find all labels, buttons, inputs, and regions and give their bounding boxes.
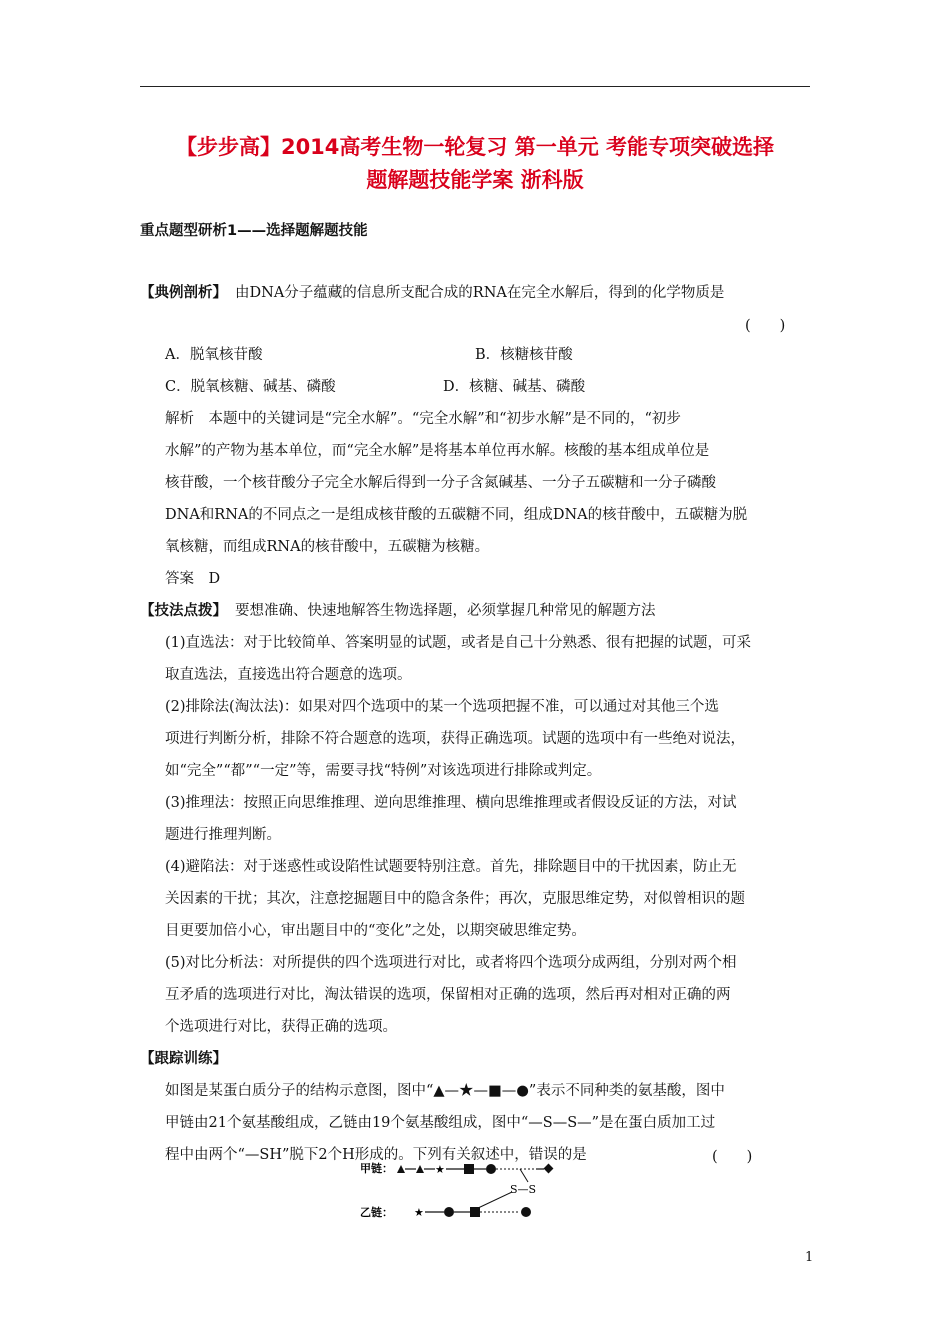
practice-line: 程中由两个“—SH”脱下2个H形成的。下列有关叙述中，错误的是	[165, 1147, 587, 1163]
option-c: C．脱氧核糖、碱基、磷酸	[165, 379, 336, 395]
example-question-line	[140, 283, 724, 303]
page-number: 1	[805, 1250, 814, 1265]
analysis-line: DNA和RNA的不同点之一是组成核苷酸的五碳糖不同，组成DNA的核苷酸中，五碳糖为脱	[165, 507, 748, 523]
circle-icon	[521, 1207, 531, 1217]
practice-line: 甲链由21个氨基酸组成，乙链由19个氨基酸组成，图中“—S—S—”是在蛋白质加工过	[165, 1115, 716, 1131]
chain-b-label: 乙链：	[360, 1206, 393, 1219]
tips-line: (1)直选法：对于比较简单、答案明显的试题，或者是自己十分熟悉、很有把握的试题，可采	[165, 635, 752, 651]
analysis-line: 核苷酸，一个核苷酸分子完全水解后得到一分子含氮碱基、一分子五碳糖和一分子磷酸	[165, 475, 716, 491]
option-d: D．核糖、碱基、磷酸	[443, 379, 586, 395]
square-icon	[464, 1164, 474, 1174]
section-heading: 重点题型研析1——选择题解题技能	[140, 223, 368, 239]
tips-line: 题进行推理判断。	[165, 827, 281, 843]
protein-structure-diagram	[360, 1158, 620, 1222]
triangle-icon	[416, 1165, 424, 1173]
star-icon: ★	[435, 1163, 445, 1176]
analysis-line: 解析 本题中的关键词是“完全水解”。“完全水解”和“初步水解”是不同的，“初步	[165, 411, 681, 427]
square-icon	[470, 1207, 480, 1217]
option-a: A．脱氧核苷酸	[165, 347, 263, 363]
tips-line: 关因素的干扰；其次，注意挖掘题目中的隐含条件；再次，克服思维定势，对似曾相识的题	[165, 891, 745, 907]
circle-icon	[486, 1164, 496, 1174]
tips-intro: 要想准确、快速地解答生物选择题，必须掌握几种常见的解题方法	[235, 603, 656, 619]
tips-tag: 【技法点拨】	[140, 603, 227, 619]
option-b: B．核糖核苷酸	[475, 347, 573, 363]
doc-title-line2: 题解题技能学案 浙科版	[366, 168, 584, 192]
tips-line: 取直选法，直接选出符合题意的选项。	[165, 667, 412, 683]
circle-icon	[444, 1207, 454, 1217]
tips-line: 个选项进行对比，获得正确的选项。	[165, 1019, 397, 1035]
chain-b	[414, 1206, 531, 1219]
example-answer: 答案 D	[165, 571, 221, 587]
tips-line: (5)对比分析法：对所提供的四个选项进行对比，或者将四个选项分成两组，分别对两个相	[165, 955, 737, 971]
example-tag: 【典例剖析】	[140, 285, 227, 301]
analysis-line: 氧核糖，而组成RNA的核苷酸中，五碳糖为核糖。	[165, 539, 490, 555]
diamond-icon	[544, 1164, 554, 1174]
example-answer-paren: ( )	[745, 318, 786, 334]
tips-line: 项进行判断分析，排除不符合题意的选项，获得正确选项。试题的选项中有一些绝对说法，	[165, 731, 745, 747]
tips-line: 目更要加倍小心，审出题目中的“变化”之处，以期突破思维定势。	[165, 923, 586, 939]
analysis-line: 水解”的产物为基本单位，而“完全水解”是将基本单位再水解。核酸的基本组成单位是	[165, 443, 710, 459]
example-question: 由DNA分子蕴藏的信息所支配合成的RNA在完全水解后，得到的化学物质是	[235, 285, 725, 301]
disulfide-bond-label: S—S	[510, 1183, 537, 1196]
chain-a	[397, 1163, 553, 1176]
chain-a-label: 甲链：	[360, 1162, 393, 1175]
header-rule	[140, 86, 810, 87]
practice-line: 如图是某蛋白质分子的结构示意图，图中“▲—★—■—●”表示不同种类的氨基酸，图中	[165, 1083, 725, 1099]
tips-line: (4)避陷法：对于迷惑性或设陷性试题要特别注意。首先，排除题目中的干扰因素，防止无	[165, 859, 737, 875]
star-icon: ★	[414, 1206, 424, 1219]
practice-tag: 【跟踪训练】	[140, 1051, 227, 1067]
triangle-icon	[397, 1165, 405, 1173]
practice-answer-paren: ( )	[712, 1149, 753, 1165]
tips-line: (3)推理法：按照正向思维推理、逆向思维推理、横向思维推理或者假设反证的方法，对试	[165, 795, 737, 811]
tips-line: 如“完全”“都”“一定”等，需要寻找“特例”对该选项进行排除或判定。	[165, 763, 602, 779]
tips-line: 互矛盾的选项进行对比，淘汰错误的选项，保留相对正确的选项，然后再对相对正确的两	[165, 987, 731, 1003]
tips-intro-line	[140, 601, 656, 621]
tips-line: (2)排除法(淘汰法)：如果对四个选项中的某一个选项把握不准，可以通过对其他三个选	[165, 699, 719, 715]
doc-title-line1: 【步步高】2014高考生物一轮复习 第一单元 考能专项突破选择	[175, 135, 775, 159]
